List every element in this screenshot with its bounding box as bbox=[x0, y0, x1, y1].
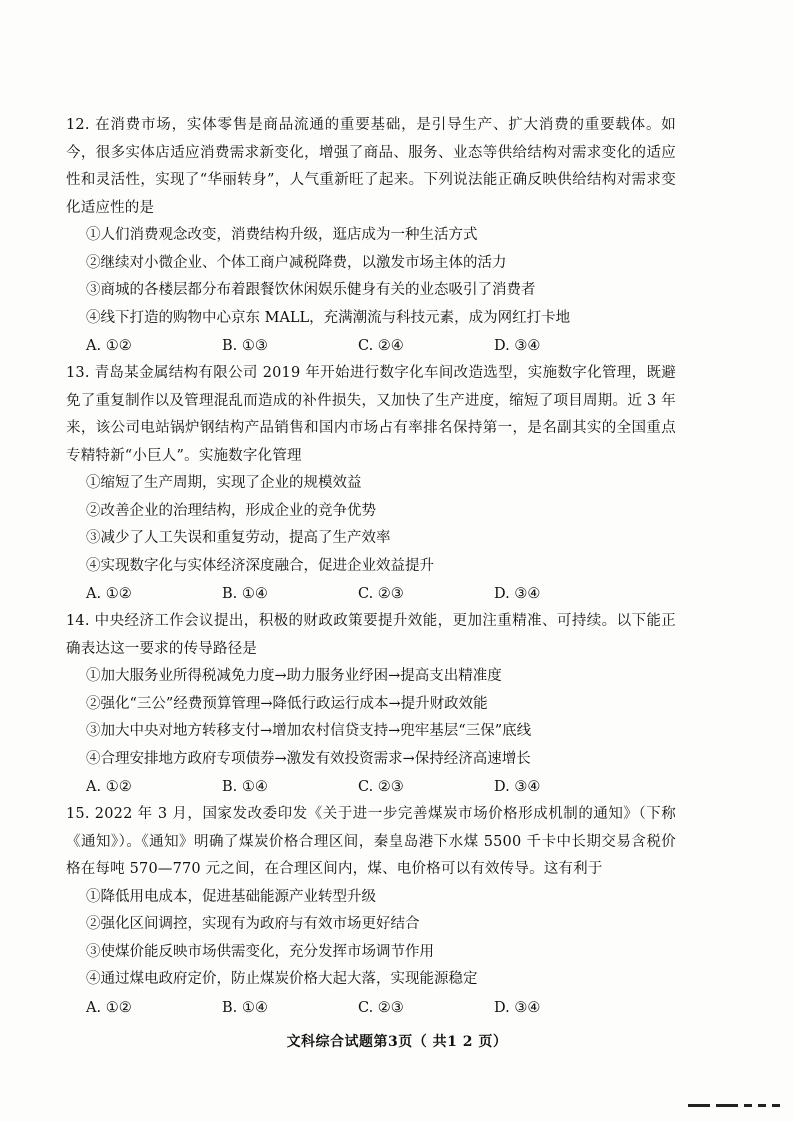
page-footer: 文科综合试题第3页（ 共1 2 页） bbox=[286, 1034, 508, 1050]
option-1: ①人们消费观念改变，消费结构升级，逛店成为一种生活方式 bbox=[86, 227, 478, 243]
question-12 bbox=[66, 112, 676, 360]
choice-b[interactable]: B. ①③ bbox=[222, 338, 268, 354]
option-3: ③使煤价能反映市场供需变化，充分发挥市场调节作用 bbox=[86, 943, 434, 960]
scan-mark bbox=[688, 1104, 780, 1107]
option-3: ③商城的各楼层都分布着跟餐饮休闲娱乐健身有关的业态吸引了消费者 bbox=[86, 282, 536, 298]
question-stem: 13. 青岛某金属结构有限公司 2019 年开始进行数字化车间改造选型，实施数字化管理，既避免了重复制作以及管理混乱而造成的补件损失，又加快了生产进度，缩短了项目周期。近 3 年来，该公司电站锅炉钢结构产品销售和国内市场占有率排名保持第一，是名副其实的全国重点专精特新“小巨人”。实施数字化管理 bbox=[66, 365, 676, 464]
choice-c[interactable]: C. ②④ bbox=[358, 338, 404, 354]
question-15 bbox=[66, 801, 676, 1022]
question-stem: 15. 2022 年 3 月，国家发改委印发《关于进一步完善煤炭市场价格形成机制的通知》（下称《通知》）。《通知》明确了煤炭价格合理区间，秦皇岛港下水煤 5500 千卡中长期交易含税价格在每吨 570—770 元之间，在合理区间内，煤、电价格可以有效传导。这有利于 bbox=[66, 806, 676, 877]
option-2: ②继续对小微企业、个体工商户减税降费，以激发市场主体的活力 bbox=[86, 254, 507, 271]
choice-a[interactable]: A. ①② bbox=[86, 779, 132, 795]
choice-d[interactable]: D. ③④ bbox=[494, 999, 541, 1016]
question-14 bbox=[66, 608, 676, 801]
option-2: ②强化“三公”经费预算管理→降低行政运行成本→提升财政效能 bbox=[86, 695, 488, 712]
choice-d[interactable]: D. ③④ bbox=[494, 586, 541, 602]
answer-choices bbox=[66, 332, 676, 360]
question-13 bbox=[66, 360, 676, 608]
choice-a[interactable]: A. ①② bbox=[86, 586, 132, 602]
choice-c[interactable]: C. ②③ bbox=[358, 586, 404, 602]
option-4: ④合理安排地方政府专项债券→激发有效投资需求→保持经济高速增长 bbox=[86, 750, 531, 767]
question-stem: 14. 中央经济工作会议提出，积极的财政政策要提升效能，更加注重精准、可持续。以下能正确表达这一要求的传导路径是 bbox=[66, 613, 676, 657]
question-stem: 12. 在消费市场，实体零售是商品流通的重要基础，是引导生产、扩大消费的重要载体。如今，很多实体店适应消费需求新变化，增强了商品、服务、业态等供给结构对需求变化的适应性和灵活性，实现了“华丽转身”，人气重新旺了起来。下列说法能正确反映供给结构对需求变化适应性的是 bbox=[66, 117, 676, 216]
option-1: ①降低用电成本，促进基础能源产业转型升级 bbox=[86, 888, 376, 905]
option-2: ②强化区间调控，实现有为政府与有效市场更好结合 bbox=[86, 916, 420, 932]
choice-b[interactable]: B. ①④ bbox=[222, 586, 268, 602]
answer-choices bbox=[66, 773, 676, 801]
question-list bbox=[66, 112, 676, 1022]
choice-d[interactable]: D. ③④ bbox=[494, 338, 541, 354]
choice-a[interactable]: A. ①② bbox=[86, 999, 132, 1016]
choice-c[interactable]: C. ②③ bbox=[358, 779, 404, 795]
option-1: ①缩短了生产周期，实现了企业的规模效益 bbox=[86, 475, 362, 491]
answer-choices bbox=[66, 580, 676, 608]
choice-a[interactable]: A. ①② bbox=[86, 338, 132, 354]
option-4: ④实现数字化与实体经济深度融合，促进企业效益提升 bbox=[86, 557, 434, 574]
choice-c[interactable]: C. ②③ bbox=[358, 999, 404, 1016]
answer-choices bbox=[66, 994, 676, 1022]
choice-b[interactable]: B. ①④ bbox=[222, 779, 268, 795]
option-3: ③加大中央对地方转移支付→增加农村信贷支持→兜牢基层“三保”底线 bbox=[86, 723, 532, 739]
option-3: ③减少了人工失误和重复劳动，提高了生产效率 bbox=[86, 530, 391, 546]
choice-b[interactable]: B. ①④ bbox=[222, 999, 268, 1016]
option-1: ①加大服务业所得税减免力度→助力服务业纾困→提高支出精准度 bbox=[86, 668, 502, 684]
choice-d[interactable]: D. ③④ bbox=[494, 779, 541, 795]
option-2: ②改善企业的治理结构，形成企业的竞争优势 bbox=[86, 502, 376, 519]
option-4: ④线下打造的购物中心京东 MALL，充满潮流与科技元素，成为网红打卡地 bbox=[86, 309, 571, 326]
option-4: ④通过煤电政府定价，防止煤炭价格大起大落，实现能源稳定 bbox=[86, 971, 478, 987]
